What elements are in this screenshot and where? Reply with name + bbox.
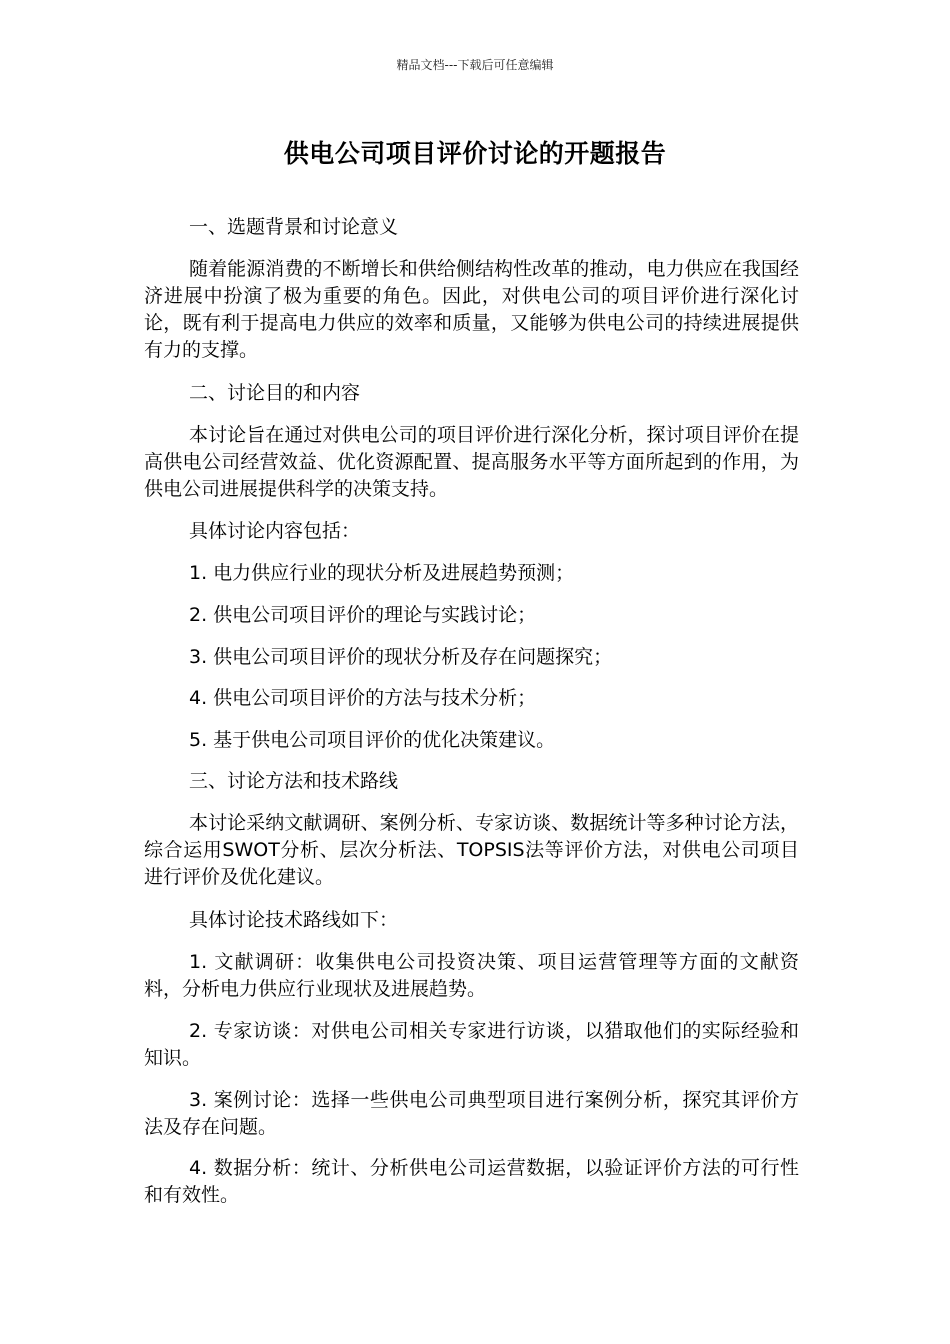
section-3-heading: 三、讨论方法和技术路线: [189, 770, 399, 792]
header-note: 精品文档---下载后可任意编辑: [396, 58, 554, 72]
list-item: 5. 基于供电公司项目评价的优化决策建议。: [189, 729, 556, 751]
section-1-heading: 一、选题背景和讨论意义: [189, 216, 399, 238]
page-title: 供电公司项目评价讨论的开题报告: [283, 139, 667, 168]
list-item: 4. 数据分析：统计、分析供电公司运营数据，以验证评价方法的可行性和有效性。: [144, 1157, 799, 1206]
list-item: 3. 供电公司项目评价的现状分析及存在问题探究；: [189, 646, 613, 668]
section-2-paragraph: 本讨论旨在通过对供电公司的项目评价进行深化分析，探讨项目评价在提高供电公司经营效益、优化资源配置、提高服务水平等方面所起到的作用，为供电公司进展提供科学的决策支持。: [144, 424, 799, 500]
section-2-heading: 二、讨论目的和内容: [189, 382, 361, 404]
list-item: 1. 电力供应行业的现状分析及进展趋势预测；: [189, 562, 575, 584]
list-item: 2. 专家访谈：对供电公司相关专家进行访谈，以猎取他们的实际经验和知识。: [144, 1020, 799, 1069]
list-item: 1. 文献调研：收集供电公司投资决策、项目运营管理等方面的文献资料，分析电力供应行业现状及进展趋势。: [144, 951, 799, 1000]
section-2-list-intro: 具体讨论内容包括：: [189, 520, 361, 542]
section-3-paragraph: 本讨论采纳文献调研、案例分析、专家访谈、数据统计等多种讨论方法，综合运用SWOT分析、层次分析法、TOPSIS法等评价方法，对供电公司项目进行评价及优化建议。: [144, 812, 799, 888]
list-item: 2. 供电公司项目评价的理论与实践讨论；: [189, 604, 537, 626]
list-item: 4. 供电公司项目评价的方法与技术分析；: [189, 687, 537, 709]
section-1-paragraph: 随着能源消费的不断增长和供给侧结构性改革的推动，电力供应在我国经济进展中扮演了极为重要的角色。因此，对供电公司的项目评价进行深化讨论，既有利于提高电力供应的效率和质量，又能够为供电公司的持续进展提供有力的支撑。: [144, 258, 799, 361]
section-3-list-intro: 具体讨论技术路线如下：: [189, 909, 399, 931]
list-item: 3. 案例讨论：选择一些供电公司典型项目进行案例分析，探究其评价方法及存在问题。: [144, 1089, 799, 1138]
